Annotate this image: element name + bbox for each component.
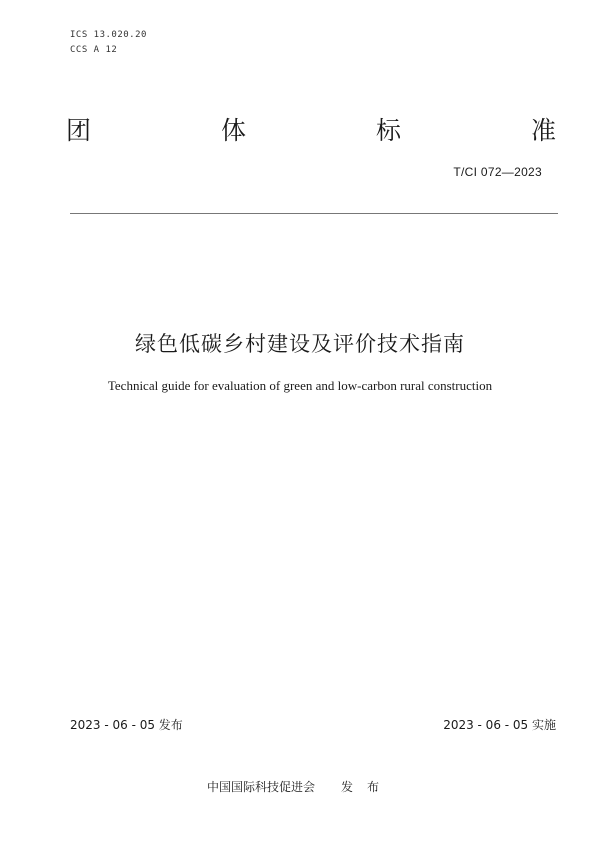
standard-type-char: 标 bbox=[375, 116, 401, 145]
ccs-code: CCS A 12 bbox=[70, 45, 118, 55]
standard-type-char: 团 bbox=[66, 116, 92, 145]
ics-code: ICS 13.020.20 bbox=[70, 30, 147, 40]
publisher-name: 中国国际科技促进会 bbox=[206, 780, 315, 794]
standard-type-char: 体 bbox=[220, 116, 246, 145]
publisher-suffix: 发布 bbox=[341, 780, 394, 794]
document-title-chinese: 绿色低碳乡村建设及评价技术指南 bbox=[135, 332, 465, 356]
header-divider bbox=[70, 213, 558, 214]
issue-date: 2023 - 06 - 05 发布 bbox=[70, 718, 183, 732]
standard-number: T/CI 072—2023 bbox=[453, 165, 542, 179]
standard-type-heading bbox=[66, 116, 556, 146]
implementation-date: 2023 - 06 - 05 实施 bbox=[443, 718, 556, 732]
document-title-english: Technical guide for evaluation of green and low-carbon rural construction bbox=[107, 378, 493, 393]
publisher-line bbox=[0, 778, 600, 795]
standard-type-char: 准 bbox=[530, 116, 556, 145]
